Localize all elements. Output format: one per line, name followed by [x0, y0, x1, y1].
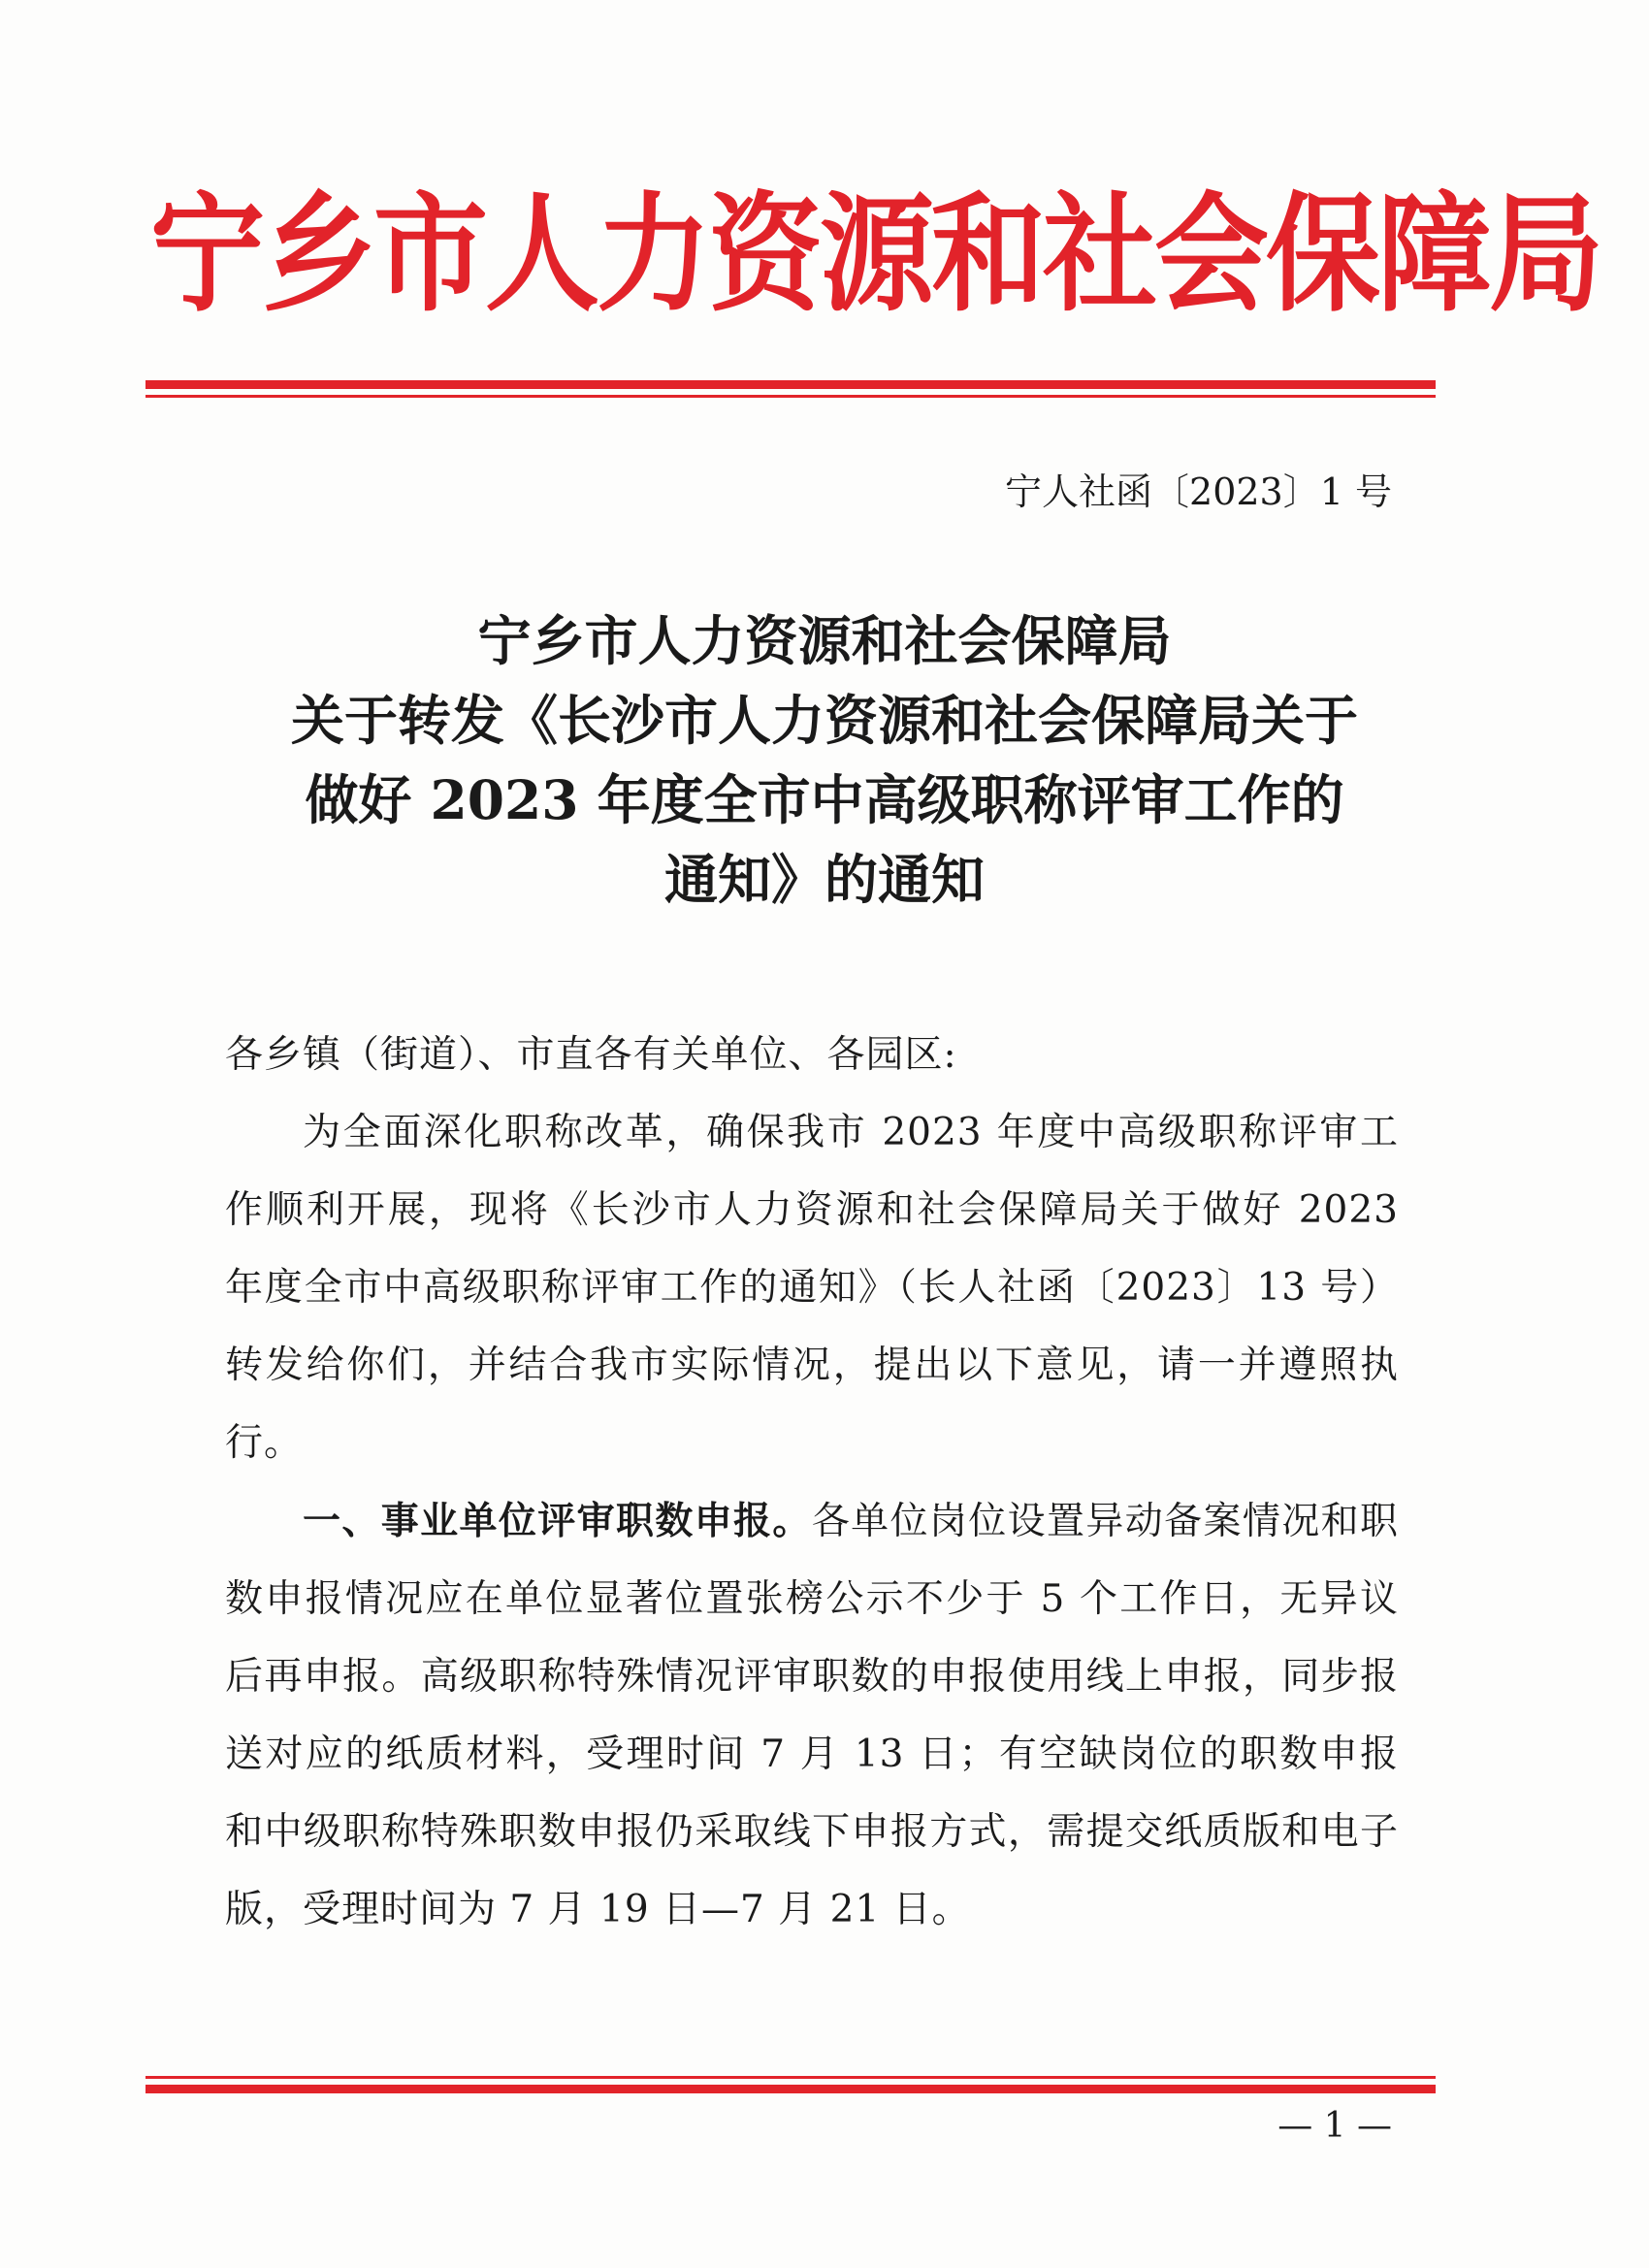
paragraph: 为全面深化职称改革，确保我市 2023 年度中高级职称评审工作顺利开展，现将《长沙市人力资源和社会保障局关于做好 2023 年度全市中高级职称评审工作的通知》（长人社函〔2023〕13 号）转发给你们，并结合我市实际情况，提出以下意见，请一并遵照执行。 [225, 1111, 1399, 1465]
document-number: 宁人社函〔2023〕1 号 [1005, 470, 1392, 513]
section-heading: 一、事业单位评审职数申报。 [303, 1499, 812, 1543]
title-line: 做好 2023 年度全市中高级职称评审工作的 [305, 768, 1344, 831]
salutation: 各乡镇（街道）、市直各有关单位、各园区: [225, 1033, 957, 1077]
section-text: 各单位岗位设置异动备案情况和职数申报情况应在单位显著位置张榜公示不少于 5 个工作日，无异议后再申报。高级职称特殊情况评审职数的申报使用线上申报，同步报送对应的纸质材料，受理时间 7 月 13 日；有空缺岗位的职数申报和中级职称特殊职数申报仍采取线下申报方式，需提交纸质版和电子版，受理时间为 7 月 19 日—7 月 21 日。 [225, 1500, 1399, 1931]
document-body [225, 1017, 1399, 1949]
title-line: 通知》的通知 [663, 848, 985, 911]
section-paragraph [225, 1482, 1399, 1949]
agency-letterhead: 宁乡市人力资源和社会保障局 [150, 178, 1601, 330]
footer-rule-thick [146, 2085, 1436, 2093]
letterhead-rule-thin [146, 395, 1436, 398]
notice-title [146, 601, 1504, 920]
letterhead-rule-thick [146, 380, 1436, 389]
title-line: 关于转发《长沙市人力资源和社会保障局关于 [290, 689, 1358, 752]
title-line: 宁乡市人力资源和社会保障局 [477, 609, 1172, 672]
page-number: — 1 — [1277, 2106, 1392, 2146]
footer-rule-thin [146, 2076, 1436, 2079]
